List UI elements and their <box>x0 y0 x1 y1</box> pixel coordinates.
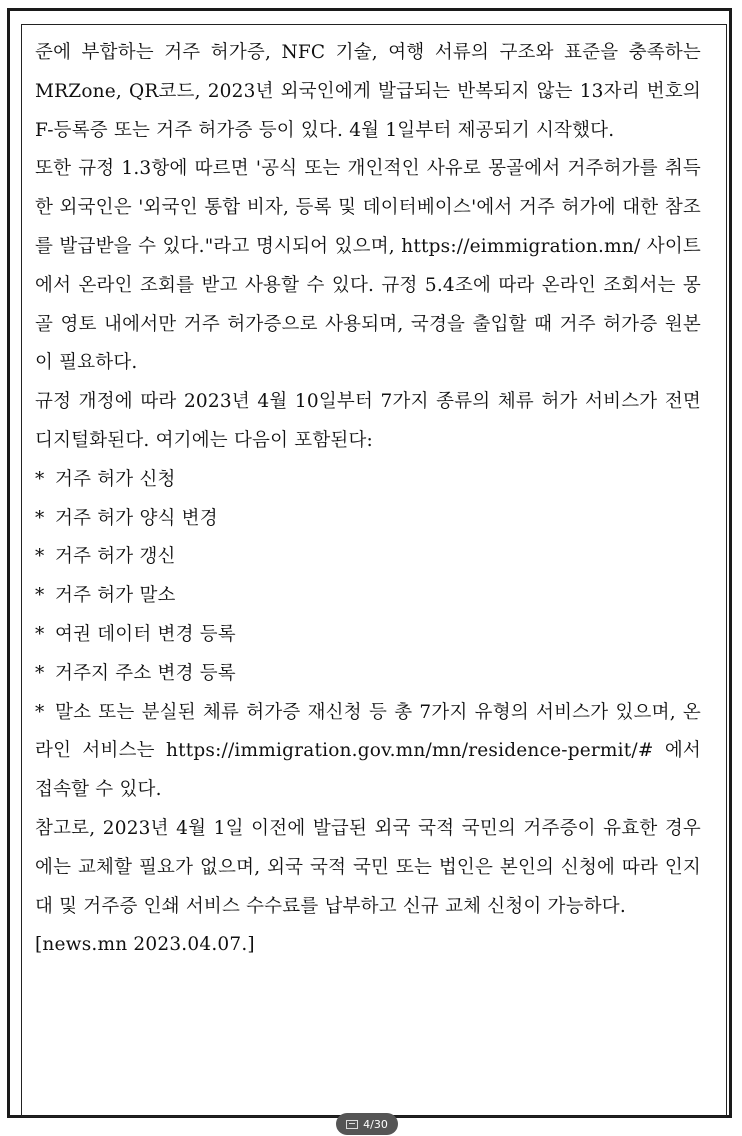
list-item <box>35 694 701 810</box>
list-item <box>35 655 701 694</box>
document-body <box>35 34 701 965</box>
paragraph-digitalization: 규정 개정에 따라 2023년 4월 10일부터 7가지 종류의 체류 허가 서비스가 전면 디지털화된다. 여기에는 다음이 포함된다: <box>35 391 701 451</box>
list-item-text: 거주지 주소 변경 등록 <box>55 662 236 684</box>
page-number-text: 4/30 <box>363 1117 388 1131</box>
list-item <box>35 616 701 655</box>
list-item <box>35 538 701 577</box>
page-thumbnail-icon <box>346 1120 358 1129</box>
paragraph-residence-permit-features: 준에 부합하는 거주 허가증, NFC 기술, 여행 서류의 구조와 표준을 충족하는 MRZone, QR코드, 2023년 외국인에게 발급되는 반복되지 않는 13자리 번호의 F-등록증 또는 거주 허가증 등이 있다. 4월 1일부터 제공되기 시작했다. <box>35 42 701 141</box>
bullet-marker: * <box>35 701 45 723</box>
list-item-text: 거주 허가 신청 <box>55 468 176 490</box>
page-indicator[interactable] <box>336 1113 398 1135</box>
bullet-marker: * <box>35 507 45 529</box>
list-item-text: 여권 데이터 변경 등록 <box>55 623 236 645</box>
list-item <box>35 577 701 616</box>
list-item <box>35 461 701 500</box>
bullet-marker: * <box>35 662 45 684</box>
list-item-text: 거주 허가 말소 <box>55 585 176 607</box>
source-citation: [news.mn 2023.04.07.] <box>35 934 255 956</box>
list-item-text: 거주 허가 양식 변경 <box>55 507 218 529</box>
bullet-marker: * <box>35 623 45 645</box>
list-item-text: 말소 또는 분실된 체류 허가증 재신청 등 총 7가지 유형의 서비스가 있으며, 온라인 서비스는 https://immigration.gov.mn/mn/residence-permit/# 에서 접속할 수 있다. <box>35 701 701 801</box>
bullet-marker: * <box>35 468 45 490</box>
bullet-marker: * <box>35 546 45 568</box>
list-item-text: 거주 허가 갱신 <box>55 546 176 568</box>
paragraph-closing-note: 참고로, 2023년 4월 1일 이전에 발급된 외국 국적 국민의 거주증이 유효한 경우에는 교체할 필요가 없으며, 외국 국적 국민 또는 법인은 본인의 신청에 따라 인지대 및 거주증 인쇄 서비스 수수료를 납부하고 신규 교체 신청이 가능하다. <box>35 817 701 917</box>
paragraph-online-reference: 또한 규정 1.3항에 따르면 '공식 또는 개인적인 사유로 몽골에서 거주허가를 취득한 외국인은 '외국인 통합 비자, 등록 및 데이터베이스'에서 거주 허가에 대한 참조를 발급받을 수 있다."라고 명시되어 있으며, https://eimmigration.mn/ 사이트에서 온라인 조회를 받고 사용할 수 있다. 규정 5.4조에 따라 온라인 조회서는 몽골 영토 내에서만 거주 허가증으로 사용되며, 국경을 출입할 때 거주 허가증 원본이 필요하다. <box>35 158 701 374</box>
bullet-marker: * <box>35 585 45 607</box>
list-item <box>35 500 701 539</box>
